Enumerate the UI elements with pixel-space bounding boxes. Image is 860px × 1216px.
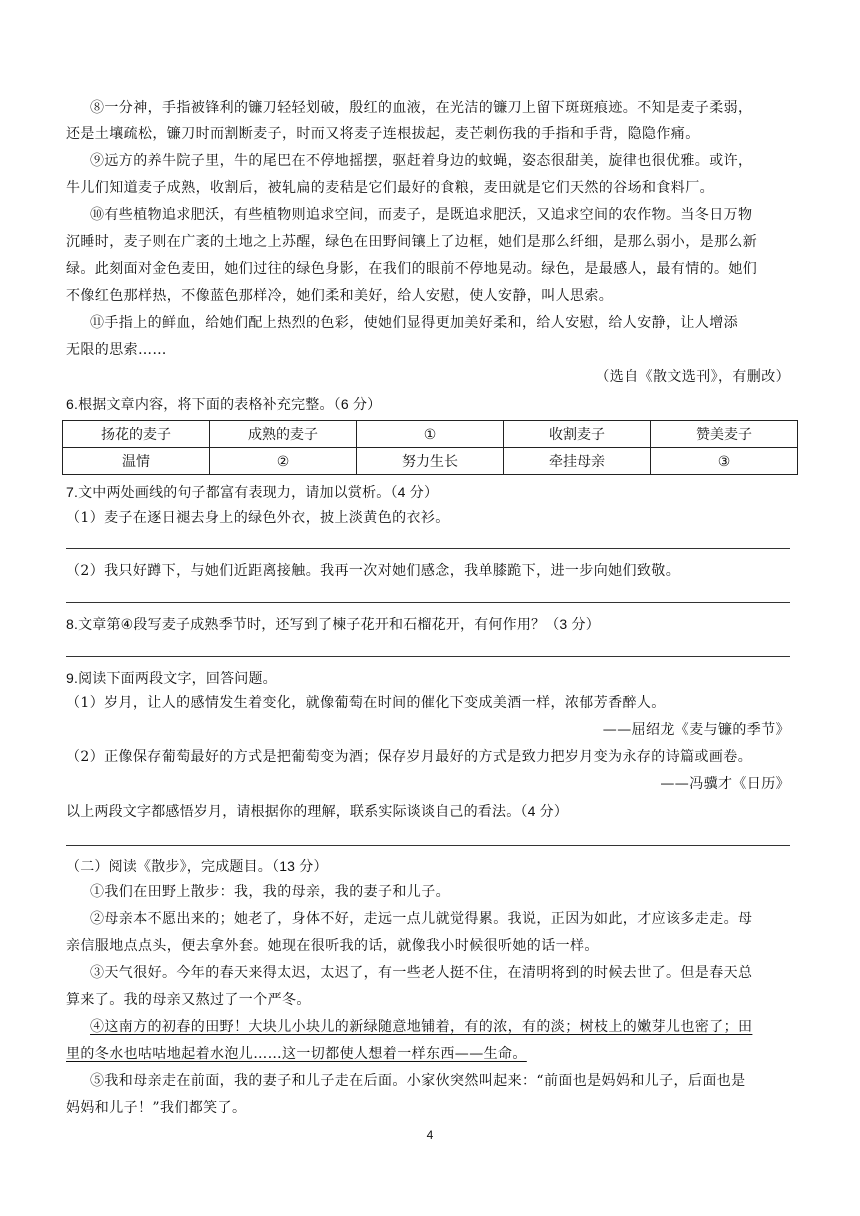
source-note: （选自《散文选刊》，有删改） xyxy=(595,369,790,385)
table-row xyxy=(63,448,798,475)
section-2-line: ②母亲本不愿出来的；她老了，身体不好，走远一点儿就觉得累。我说，正因为如此，才应该多走走。母 xyxy=(90,911,753,927)
section-2-underlined-line: ④这南方的初春的田野！大块儿小块儿的新绿随意地铺着，有的浓，有的淡；树枝上的嫩芽儿也密了；田 xyxy=(90,1019,753,1035)
passage-line: 不像红色那样热，不像蓝色那样冷，她们柔和美好，给人安慰，使人安静，叫人思索。 xyxy=(66,288,614,304)
question-7-prompt: 7.文中两处画线的句子都富有表现力，请加以赏析。（4 分） xyxy=(66,484,439,500)
section-2-line: 妈妈和儿子！”我们都笑了。 xyxy=(66,1100,247,1116)
question-9-ask: 以上两段文字都感悟岁月，请根据你的理解，联系实际谈谈自己的看法。（4 分） xyxy=(66,803,569,819)
table-cell: 努力生长 xyxy=(357,448,504,475)
section-2-line: 算来了。我的母亲又熬过了一个严冬。 xyxy=(66,992,311,1008)
answer-line[interactable] xyxy=(66,656,790,657)
passage-line: ⑨远方的养牛院子里，牛的尾巴在不停地摇摆，驱赶着身边的蚊蝇，姿态很甜美，旋律也很优雅。或许， xyxy=(90,153,753,169)
table-cell: 成熟的麦子 xyxy=(210,421,357,448)
passage-line: ⑩有些植物追求肥沃，有些植物则追求空间，而麦子，是既追求肥沃，又追求空间的农作物。当冬日万物 xyxy=(90,207,753,223)
passage-line: ⑧一分神，手指被锋利的镰刀轻轻划破，殷红的血液，在光洁的镰刀上留下斑斑痕迹。不知是麦子柔弱， xyxy=(90,100,753,116)
passage-line: 牛儿们知道麦子成熟，收割后，被轧扁的麦秸是它们最好的食粮，麦田就是它们天然的谷场和食料厂。 xyxy=(66,180,714,196)
answer-line[interactable] xyxy=(66,548,790,549)
table-cell[interactable]: ② xyxy=(210,448,357,475)
question-9-quote-2: （2）正像保存葡萄最好的方式是把葡萄变为酒；保存岁月最好的方式是致力把岁月变为永存的诗篇或画卷。 xyxy=(66,749,753,765)
passage-line: ⑪手指上的鲜血，给她们配上热烈的色彩，使她们显得更加美好柔和，给人安慰，给人安静，让人增添 xyxy=(90,315,738,331)
table-cell: 温情 xyxy=(63,448,210,475)
question-7-item-2: （2）我只好蹲下，与她们近距离接触。我再一次对她们感念，我单膝跪下，进一步向她们致敬。 xyxy=(66,563,681,579)
section-2-line: 亲信服地点点头，便去拿外套。她现在很听我的话，就像我小时候很听她的话一样。 xyxy=(66,938,599,954)
answer-line[interactable] xyxy=(66,602,790,603)
table-cell: ① xyxy=(357,421,504,448)
question-6-prompt: 6.根据文章内容，将下面的表格补充完整。（6 分） xyxy=(66,396,382,412)
question-9-attribution-1: ——屈绍龙《麦与镰的季节》 xyxy=(602,722,790,738)
passage-line: 绿。此刻面对金色麦田，她们过往的绿色身影，在我们的眼前不停地晃动。绿色，是最感人，最有情的。她们 xyxy=(66,261,758,277)
answer-line[interactable] xyxy=(66,845,790,846)
section-2-heading: （二）阅读《散步》，完成题目。（13 分） xyxy=(66,858,328,874)
question-9-attribution-2: ——冯骥才《日历》 xyxy=(660,776,790,792)
passage-line: 还是土壤疏松，镰刀时而割断麦子，时而又将麦子连根拔起，麦芒刺伤我的手指和手背，隐隐作痛。 xyxy=(66,126,700,142)
question-7-item-1: （1）麦子在逐日褪去身上的绿色外衣，披上淡黄色的衣衫。 xyxy=(66,510,450,526)
section-2-line: ⑤我和母亲走在前面，我的妻子和儿子走在后面。小家伙突然叫起来：“前面也是妈妈和儿子，后面也是 xyxy=(90,1073,746,1089)
passage-line: 沉睡时，麦子则在广袤的土地之上苏醒，绿色在田野间镶上了边框，她们是那么纤细，是那么弱小，是那么新 xyxy=(66,234,758,250)
table-cell: 牵挂母亲 xyxy=(504,448,651,475)
answer-table xyxy=(62,420,798,475)
table-cell[interactable]: ③ xyxy=(651,448,798,475)
table-row xyxy=(63,421,798,448)
table-cell: 赞美麦子 xyxy=(651,421,798,448)
section-2-line: ③天气很好。今年的春天来得太迟，太迟了，有一些老人挺不住，在清明将到的时候去世了。但是春天总 xyxy=(90,965,753,981)
table-cell: 扬花的麦子 xyxy=(63,421,210,448)
question-8-prompt: 8.文章第④段写麦子成熟季节时，还写到了楝子花开和石榴花开，有何作用？（3 分） xyxy=(66,616,600,632)
section-2-underlined-line: 里的冬水也咕咕地起着水泡儿……这一切都使人想着一样东西——生命。 xyxy=(66,1046,527,1062)
table-cell: 收割麦子 xyxy=(504,421,651,448)
question-9-prompt: 9.阅读下面两段文字，回答问题。 xyxy=(66,670,277,686)
page-number: 4 xyxy=(426,1128,434,1142)
passage-line: 无限的思索…… xyxy=(66,342,167,358)
section-2-line: ①我们在田野上散步：我，我的母亲，我的妻子和儿子。 xyxy=(90,884,450,900)
question-9-quote-1: （1）岁月，让人的感情发生着变化，就像葡萄在时间的催化下变成美酒一样，浓郁芳香醉人。 xyxy=(66,695,666,711)
